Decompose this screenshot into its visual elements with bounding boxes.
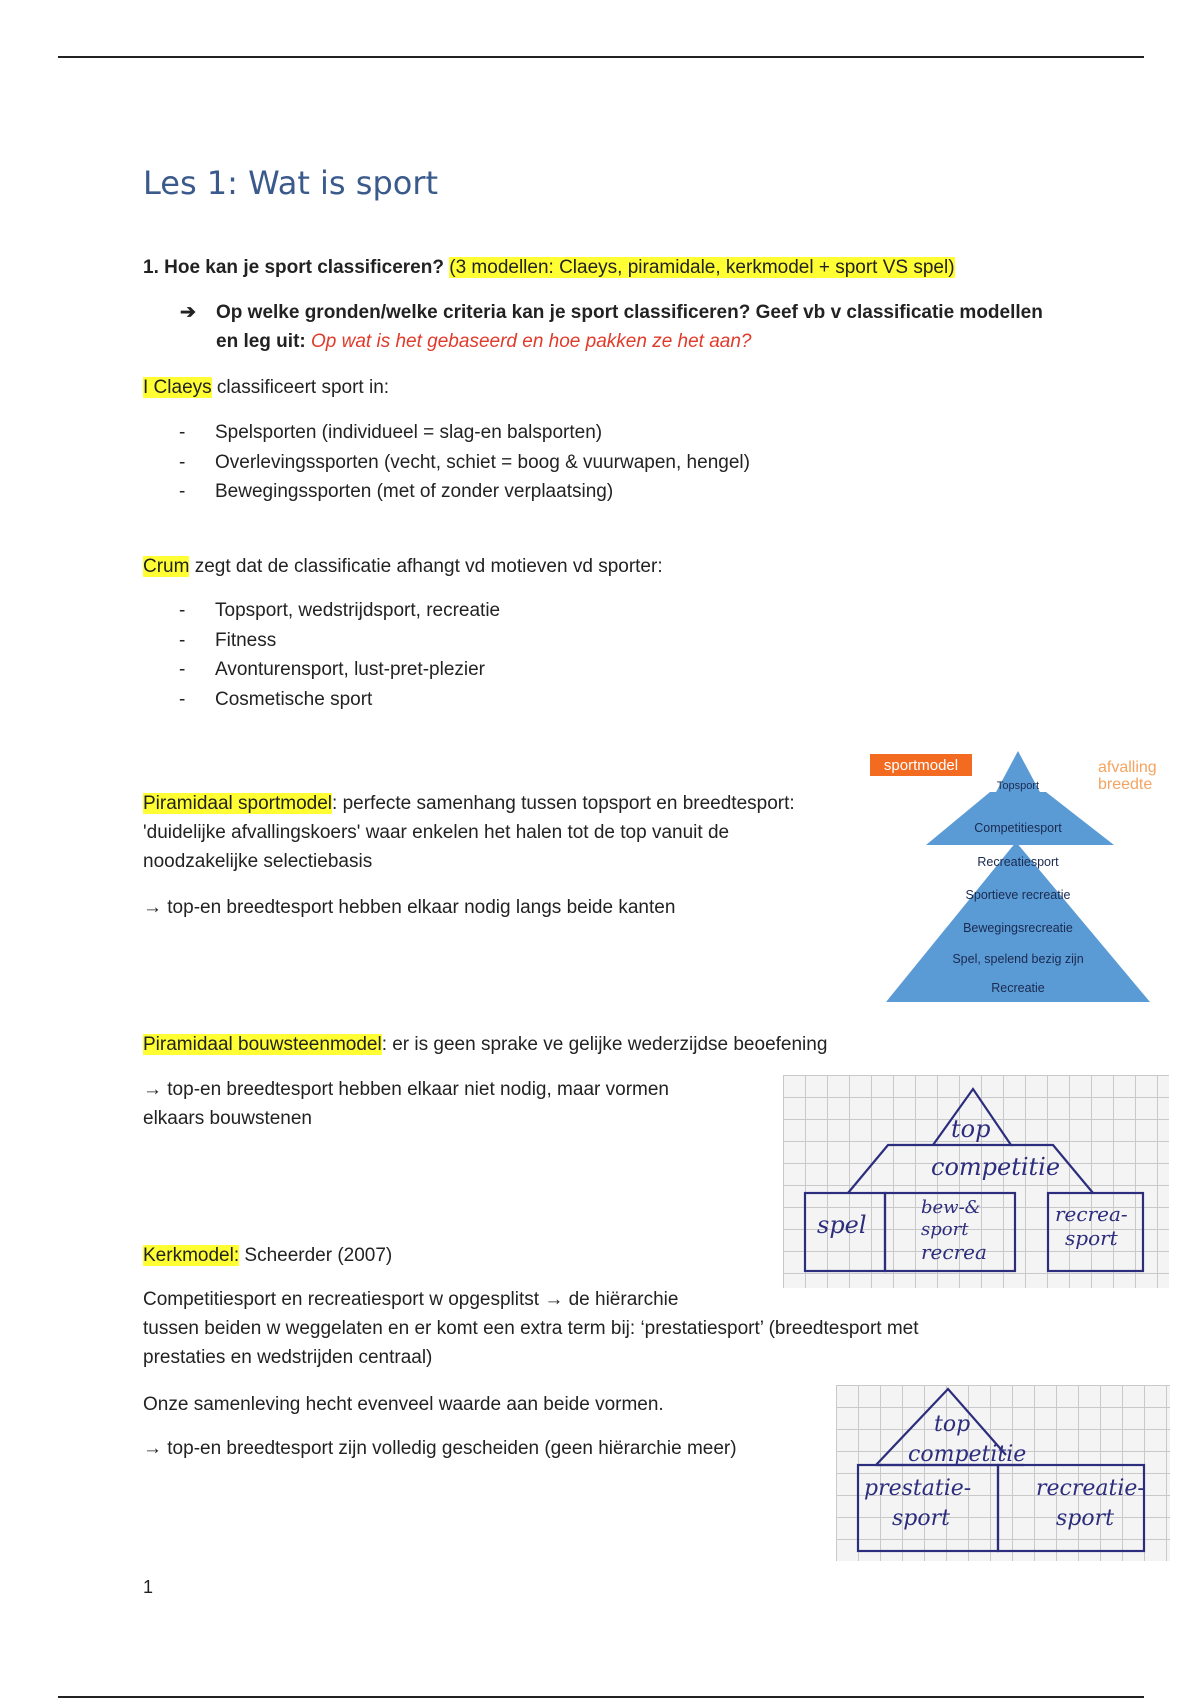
piramidaal-line1: : perfecte samenhang tussen topsport en breedtesport:	[332, 793, 795, 814]
question-heading	[143, 253, 955, 282]
crum-intro	[143, 552, 663, 581]
list-item: - Overlevingssporten (vecht, schiet = boog & vuurwapen, hengel)	[143, 448, 1043, 478]
sketch1-box3-line1: recrea-	[1055, 1202, 1128, 1226]
sub-question-emphasis: Op wat is het gebaseerd en hoe pakken ze het aan?	[311, 331, 752, 352]
sketch2-right-line2: sport	[1056, 1506, 1114, 1531]
kerkmodel-p1-line2: tussen beiden w weggelaten en er komt een extra term bij: ‘prestatiesport’ (breedtesport met	[143, 1318, 919, 1339]
bouwsteen-arrow-text	[143, 1075, 743, 1133]
list-item: - Cosmetische sport	[143, 685, 1043, 715]
sub-question	[180, 298, 1080, 356]
pyramid-level: Spel, spelend bezig zijn	[952, 952, 1084, 966]
bouwsteen-sketch	[783, 1075, 1169, 1288]
pyramid-level: Competitiesport	[974, 821, 1062, 835]
pyramid-level: Recreatiesport	[977, 855, 1059, 869]
bottom-rule	[58, 1696, 1144, 1698]
list-item: - Fitness	[143, 626, 1043, 656]
piramidaal-arrow-text: top-en breedtesport hebben elkaar nodig langs beide kanten	[167, 897, 676, 918]
claeys-name: I Claeys	[143, 377, 212, 398]
pyramid-figure	[870, 748, 1165, 1003]
kerkmodel-name: Kerkmodel:	[143, 1245, 240, 1266]
kerkmodel-intro	[143, 1241, 392, 1270]
bouwsteen-intro	[143, 1030, 827, 1059]
sketch2-right-line1: recreatie-	[1036, 1476, 1145, 1501]
list-item: - Bewegingssporten (met of zonder verplaatsing)	[143, 477, 1043, 507]
bouwsteen-arrow-line1: top-en breedtesport hebben elkaar niet nodig, maar vormen	[167, 1079, 669, 1100]
page-number: 1	[143, 1577, 154, 1597]
pyramid-level: Topsport	[996, 780, 1040, 792]
piramidaal-line3: noodzakelijke selectiebasis	[143, 851, 373, 872]
sketch1-box2-line3: recrea	[921, 1240, 987, 1264]
sketch2-left-line2: sport	[892, 1506, 950, 1531]
bouwsteen-name: Piramidaal bouwsteenmodel	[143, 1034, 382, 1055]
kerkmodel-sketch-photo	[836, 1385, 1170, 1561]
pyramid-side-label-2: breedte	[1098, 776, 1153, 793]
sub-question-line2: en leg uit:	[216, 331, 306, 352]
piramidaal-arrow-line	[143, 893, 675, 922]
pyramid-level: Sportieve recreatie	[965, 888, 1071, 902]
top-rule	[58, 56, 1144, 58]
list-item: - Avonturensport, lust-pret-plezier	[143, 655, 1043, 685]
sketch1-box2-line2: sport	[921, 1219, 969, 1240]
kerkmodel-text: Scheerder (2007)	[244, 1245, 393, 1266]
pyramid-level: Bewegingsrecreatie	[963, 921, 1073, 935]
kerkmodel-p1-line1a: Competitiesport en recreatiesport w opgesplitst	[143, 1289, 540, 1310]
sub-question-line1: Op welke gronden/welke criteria kan je sport classificeren? Geef vb v classificatie modellen	[216, 302, 1043, 323]
crum-list	[143, 596, 1043, 714]
kerkmodel-p1-line1b: de hiërarchie	[568, 1289, 679, 1310]
question-highlight: (3 modellen: Claeys, piramidale, kerkmodel + sport VS spel)	[449, 257, 955, 278]
page-title: Les 1: Wat is sport	[143, 164, 439, 202]
sketch1-top: top	[951, 1115, 991, 1143]
sketch2-top: top	[934, 1412, 971, 1437]
claeys-text: classificeert sport in:	[216, 377, 390, 398]
pyramid-badge: sportmodel	[883, 757, 959, 774]
arrow-right-icon: →	[143, 897, 162, 918]
kerkmodel-arrow-text: top-en breedtesport zijn volledig gescheiden (geen hiërarchie meer)	[167, 1438, 737, 1459]
sketch2-middle: competitie	[908, 1442, 1027, 1467]
arrow-bullet-icon: ➔	[180, 302, 196, 323]
crum-name: Crum	[143, 556, 190, 577]
question-heading-text: 1. Hoe kan je sport classificeren?	[143, 257, 444, 278]
kerkmodel-paragraph	[143, 1285, 1023, 1372]
claeys-intro	[143, 373, 389, 402]
sketch1-middle: competitie	[931, 1153, 1061, 1181]
pyramid-side-label-1: afvalling	[1098, 759, 1157, 776]
kerkmodel-arrow-line	[143, 1434, 737, 1463]
arrow-right-icon: →	[544, 1289, 564, 1310]
bouwsteen-sketch-photo	[783, 1075, 1169, 1288]
crum-text: zegt dat de classificatie afhangt vd motieven vd sporter:	[194, 556, 663, 577]
sketch1-box1: spel	[817, 1211, 867, 1239]
sketch1-box2-line1: bew-&	[921, 1197, 981, 1218]
kerkmodel-p1-line3: prestaties en wedstrijden centraal)	[143, 1347, 433, 1368]
bouwsteen-text: : er is geen sprake ve gelijke wederzijdse beoefening	[381, 1034, 828, 1055]
kerkmodel-p2: Onze samenleving hecht evenveel waarde aan beide vormen.	[143, 1394, 664, 1415]
piramidaal-sportmodel-name: Piramidaal sportmodel	[143, 793, 333, 814]
arrow-right-icon: →	[143, 1079, 162, 1100]
pyramid-level: Recreatie	[991, 981, 1045, 995]
pyramid-middle-trapezoid	[926, 792, 1114, 845]
sketch1-box3-line2: sport	[1065, 1226, 1118, 1250]
arrow-right-icon: →	[143, 1438, 162, 1459]
piramidaal-sportmodel-text	[143, 789, 863, 876]
bouwsteen-arrow-line2: elkaars bouwstenen	[143, 1108, 312, 1129]
claeys-list	[143, 418, 1043, 507]
piramidaal-line2: 'duidelijke afvallingskoers' waar enkelen het halen tot de top vanuit de	[143, 822, 730, 843]
list-item: - Topsport, wedstrijdsport, recreatie	[143, 596, 1043, 626]
sketch2-left-line1: prestatie-	[864, 1476, 972, 1501]
list-item: - Spelsporten (individueel = slag-en balsporten)	[143, 418, 1043, 448]
kerkmodel-sketch	[836, 1385, 1170, 1561]
